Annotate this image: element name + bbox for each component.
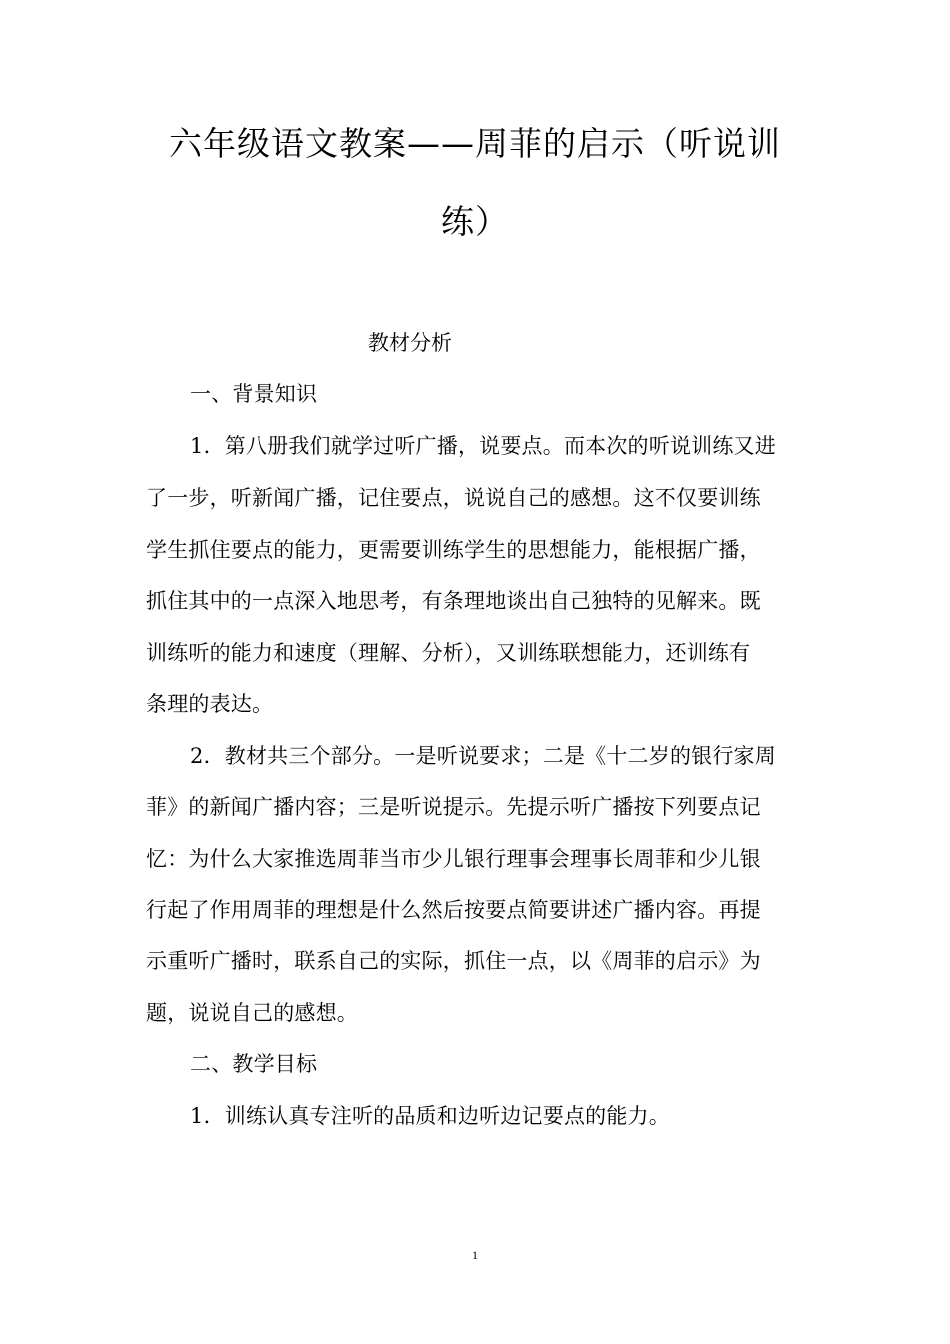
paragraph-2-line-5: 示重听广播时，联系自己的实际，抓住一点，以《周菲的启示》为	[146, 949, 761, 973]
paragraph-2-line-1	[190, 741, 776, 771]
document-title-line-2: 练）	[441, 202, 509, 241]
paragraph-1-line-1	[190, 431, 776, 461]
goal-1	[190, 1101, 670, 1131]
paragraph-1-text: ．第八册我们就学过听广播，说要点。而本次的听说训练又进	[203, 434, 776, 458]
paragraph-2-line-4: 行起了作用周菲的理想是什么然后按要点简要讲述广播内容。再提	[146, 898, 761, 922]
paragraph-2-line-3: 忆：为什么大家推选周菲当市少儿银行理事会理事长周菲和少儿银	[146, 847, 761, 871]
section-heading: 教材分析	[368, 331, 452, 355]
paragraph-2-line-6: 题，说说自己的感想。	[146, 1001, 358, 1025]
paragraph-1-line-4: 抓住其中的一点深入地思考，有条理地谈出自己独特的见解来。既	[146, 589, 761, 613]
paragraph-1-line-3: 学生抓住要点的能力，更需要训练学生的思想能力，能根据广播，	[146, 538, 761, 562]
document-title-line-1: 六年级语文教案——周菲的启示（听说训	[169, 124, 781, 163]
paragraph-2-line-2: 菲》的新闻广播内容；三是听说提示。先提示听广播按下列要点记	[146, 795, 761, 819]
paragraph-2-number: 2	[190, 744, 204, 768]
paragraph-1-number: 1	[190, 434, 204, 458]
heading-teaching-goals: 二、教学目标	[190, 1052, 318, 1076]
heading-background: 一、背景知识	[190, 382, 318, 406]
paragraph-2-text: ．教材共三个部分。一是听说要求；二是《十二岁的银行家周	[203, 744, 776, 768]
paragraph-1-line-5: 训练听的能力和速度（理解、分析），又训练联想能力，还训练有	[146, 641, 751, 665]
page-number: 1	[472, 1248, 478, 1262]
paragraph-1-line-2: 了一步，听新闻广播，记住要点，说说自己的感想。这不仅要训练	[146, 486, 761, 510]
goal-1-number: 1	[190, 1104, 204, 1128]
goal-1-text: ．训练认真专注听的品质和边听边记要点的能力。	[203, 1104, 670, 1128]
paragraph-1-line-6: 条理的表达。	[146, 692, 274, 716]
